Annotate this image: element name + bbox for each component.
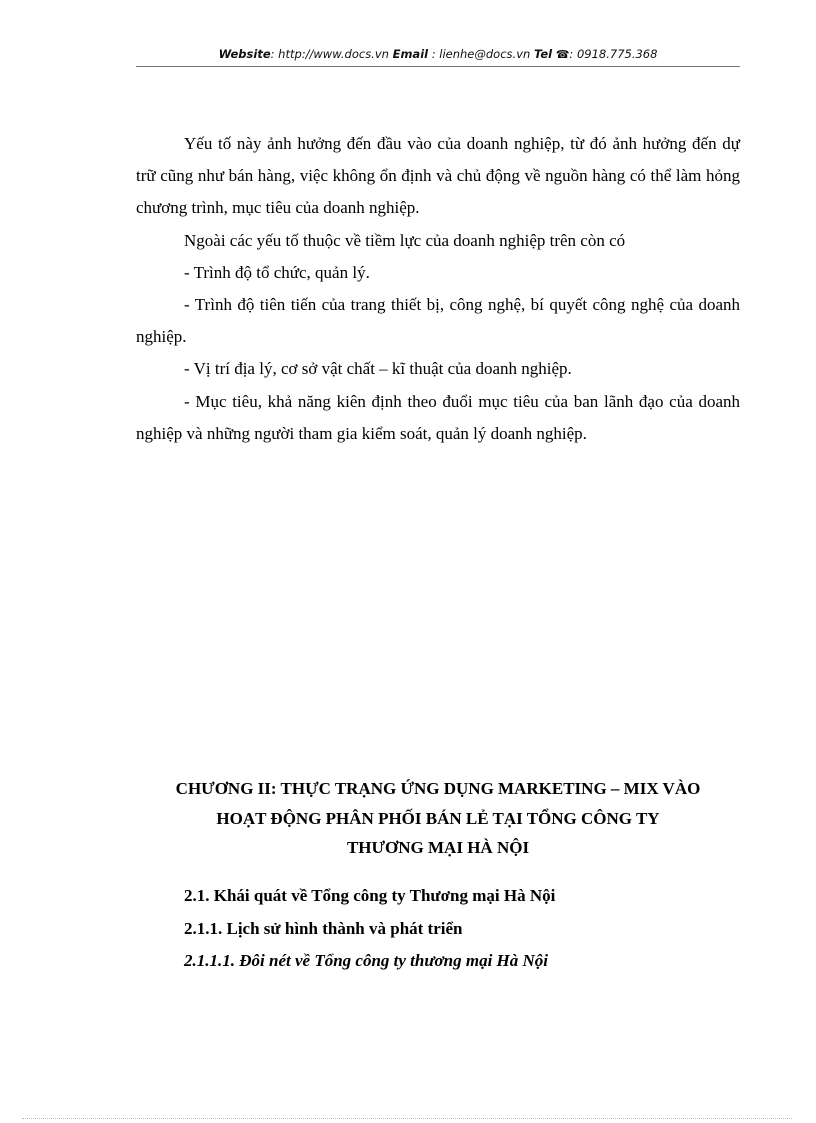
phone-icon: ☎ — [555, 48, 570, 61]
paragraph: - Mục tiêu, khả năng kiên định theo đuổi mục tiêu của ban lãnh đạo của doanh nghiệp và những người tham gia kiểm soát, quản lý doanh nghiệp. — [136, 391, 740, 443]
body-text — [136, 128, 740, 450]
website-value: : http://www.docs.vn — [270, 47, 389, 61]
footer-divider — [22, 1118, 792, 1119]
page-header — [136, 47, 740, 61]
chapter-title-line: HOẠT ĐỘNG PHÂN PHỐI BÁN LẺ TẠI TỔNG CÔNG TY — [216, 808, 660, 828]
chapter-title-line: CHƯƠNG II: THỰC TRẠNG ỨNG DỤNG MARKETING – MIX VÀO — [175, 779, 701, 798]
section-heading-2-1-1-1: 2.1.1.1. Đôi nét về Tổng công ty thương mại Hà Nội — [184, 951, 549, 970]
tel-label: Tel — [533, 47, 553, 61]
email-label: Email — [392, 47, 429, 61]
paragraph: - Trình độ tiên tiến của trang thiết bị, công nghệ, bí quyết công nghệ của doanh nghiệp. — [136, 295, 740, 347]
paragraph: Ngoài các yếu tố thuộc về tiềm lực của doanh nghiệp trên còn có — [184, 230, 626, 250]
chapter-title-line: THƯƠNG MẠI HÀ NỘI — [346, 838, 530, 857]
website-label: Website — [218, 47, 271, 61]
section-heading-2-1-1: 2.1.1. Lịch sử hình thành và phát triển — [184, 919, 463, 938]
paragraph: Yếu tố này ảnh hưởng đến đầu vào của doanh nghiệp, từ đó ảnh hưởng đến dự trữ cũng như bán hàng, việc không ổn định và chủ động về nguồn hàng có thể làm hỏng chương trình, mục tiêu của doanh nghiệp. — [136, 134, 740, 218]
chapter-title — [136, 774, 740, 863]
paragraph: - Vị trí địa lý, cơ sở vật chất – kĩ thuật của doanh nghiệp. — [184, 359, 572, 379]
header-divider — [136, 66, 740, 67]
paragraph: - Trình độ tổ chức, quản lý. — [184, 262, 370, 282]
email-value: : lienhe@docs.vn — [431, 47, 531, 61]
section-heading-2-1: 2.1. Khái quát về Tổng công ty Thương mại Hà Nội — [184, 886, 556, 905]
tel-value: : 0918.775.368 — [569, 47, 658, 61]
